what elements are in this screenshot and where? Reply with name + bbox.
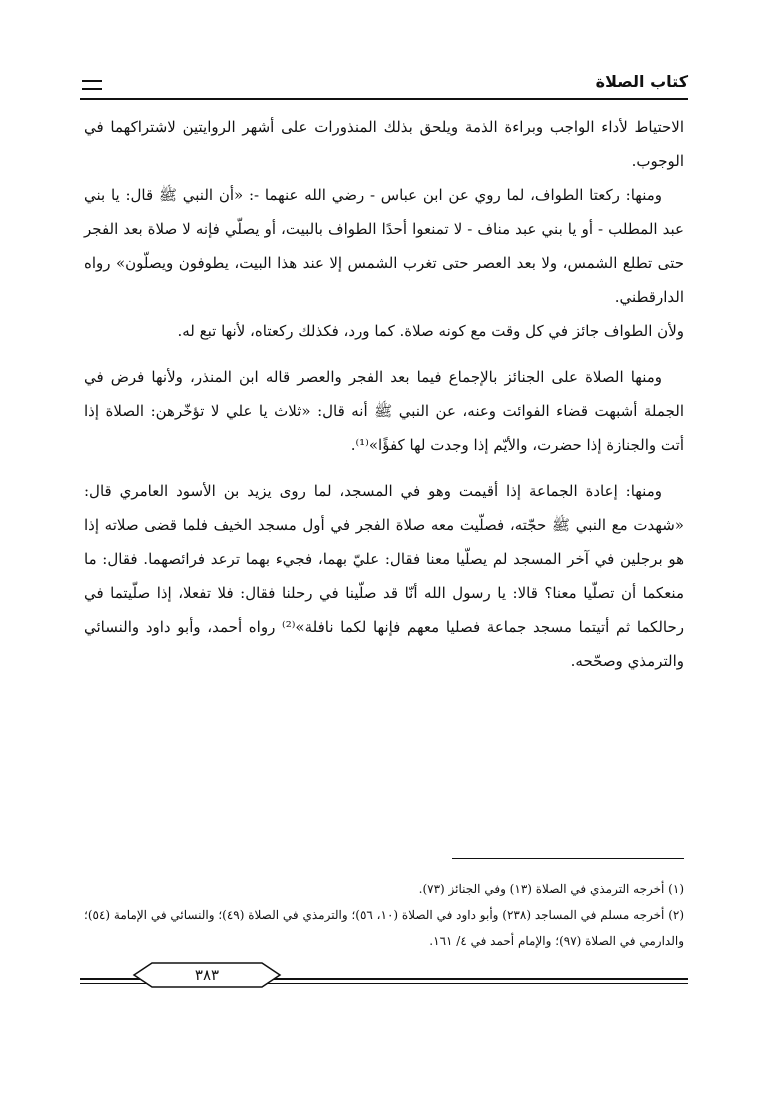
main-text	[84, 110, 684, 678]
header-rule	[80, 98, 688, 100]
header-ornament	[82, 80, 102, 90]
paragraph-4: ومنها الصلاة على الجنائز بالإجماع فيما بعد الفجر والعصر قاله ابن المنذر، ولأنها فرض في الجملة أشبهت قضاء الفوائت وعنه، عن النبي ﷺ أنه قال: «ثلاث يا علي لا تؤخّرهن: الصلاة إذا أتت والجنازة إذا حضرت، والأيّم إذا وجدت لها كفؤًا»⁽¹⁾.	[84, 368, 684, 454]
paragraph-5: ومنها: إعادة الجماعة إذا أقيمت وهو في المسجد، لما روى يزيد بن الأسود العامري قال: «شهدت مع النبي ﷺ حجّته، فصلّيت معه صلاة الفجر في أول مسجد الخيف فلما قضى صلاته إذا هو برجلين في آخر المسجد لم يصلّيا معنا فقال: عليّ بهما، فجيء بهما ترعد فرائصهما. فقال: ما منعكما أن تصلّيا معنا؟ قالا: يا رسول الله أنّا قد صلّينا في رحلنا فقال: فلا تفعلا، إذا صلّيتما في رحالكما ثم أتيتما مسجد جماعة فصليا معهم فإنها لكما نافلة»⁽²⁾ رواه أحمد، وأبو داود والنسائي والترمذي وصحّحه.	[84, 482, 684, 670]
page-number-badge	[132, 962, 282, 988]
footnote-1: (١) أخرجه الترمذي في الصلاة (١٣) وفي الجنائز (٧٣).	[418, 882, 684, 896]
paragraph-3: ولأن الطواف جائز في كل وقت مع كونه صلاة. كما ورد، فكذلك ركعتاه، لأنها تبع له.	[177, 322, 684, 340]
paragraph-1: الاحتياط لأداء الواجب وبراءة الذمة ويلحق بذلك المنذورات على أشهر الروايتين لاشتراكهما في الوجوب.	[84, 118, 684, 170]
footnote-2: (٢) أخرجه مسلم في المساجد (٢٣٨) وأبو داود في الصلاة (١٠، ٥٦)؛ والترمذي في الصلاة (٤٩)؛ والنسائي في الإمامة (٥٤)؛ والدارمي في الصلاة (٩٧)؛ والإمام أحمد في ٤/ ١٦١.	[84, 908, 685, 948]
running-header	[80, 60, 688, 100]
page-number: ٣٨٣	[194, 966, 220, 984]
footnotes	[84, 876, 684, 954]
footnote-separator	[452, 858, 684, 859]
chapter-title: كتاب الصلاة	[595, 72, 688, 91]
page-footer	[80, 958, 688, 994]
paragraph-2: ومنها: ركعتا الطواف، لما روي عن ابن عباس - رضي الله عنهما -: «أن النبي ﷺ قال: يا بني عبد المطلب - أو يا بني عبد مناف - لا تمنعوا أحدًا الطواف بالبيت، أو يصلّي فإنه لا صلاة بعد الفجر حتى تطلع الشمس، ولا بعد العصر حتى تغرب الشمس إلا عند هذا البيت، يطوفون ويصلّون» رواه الدارقطني.	[84, 186, 684, 306]
